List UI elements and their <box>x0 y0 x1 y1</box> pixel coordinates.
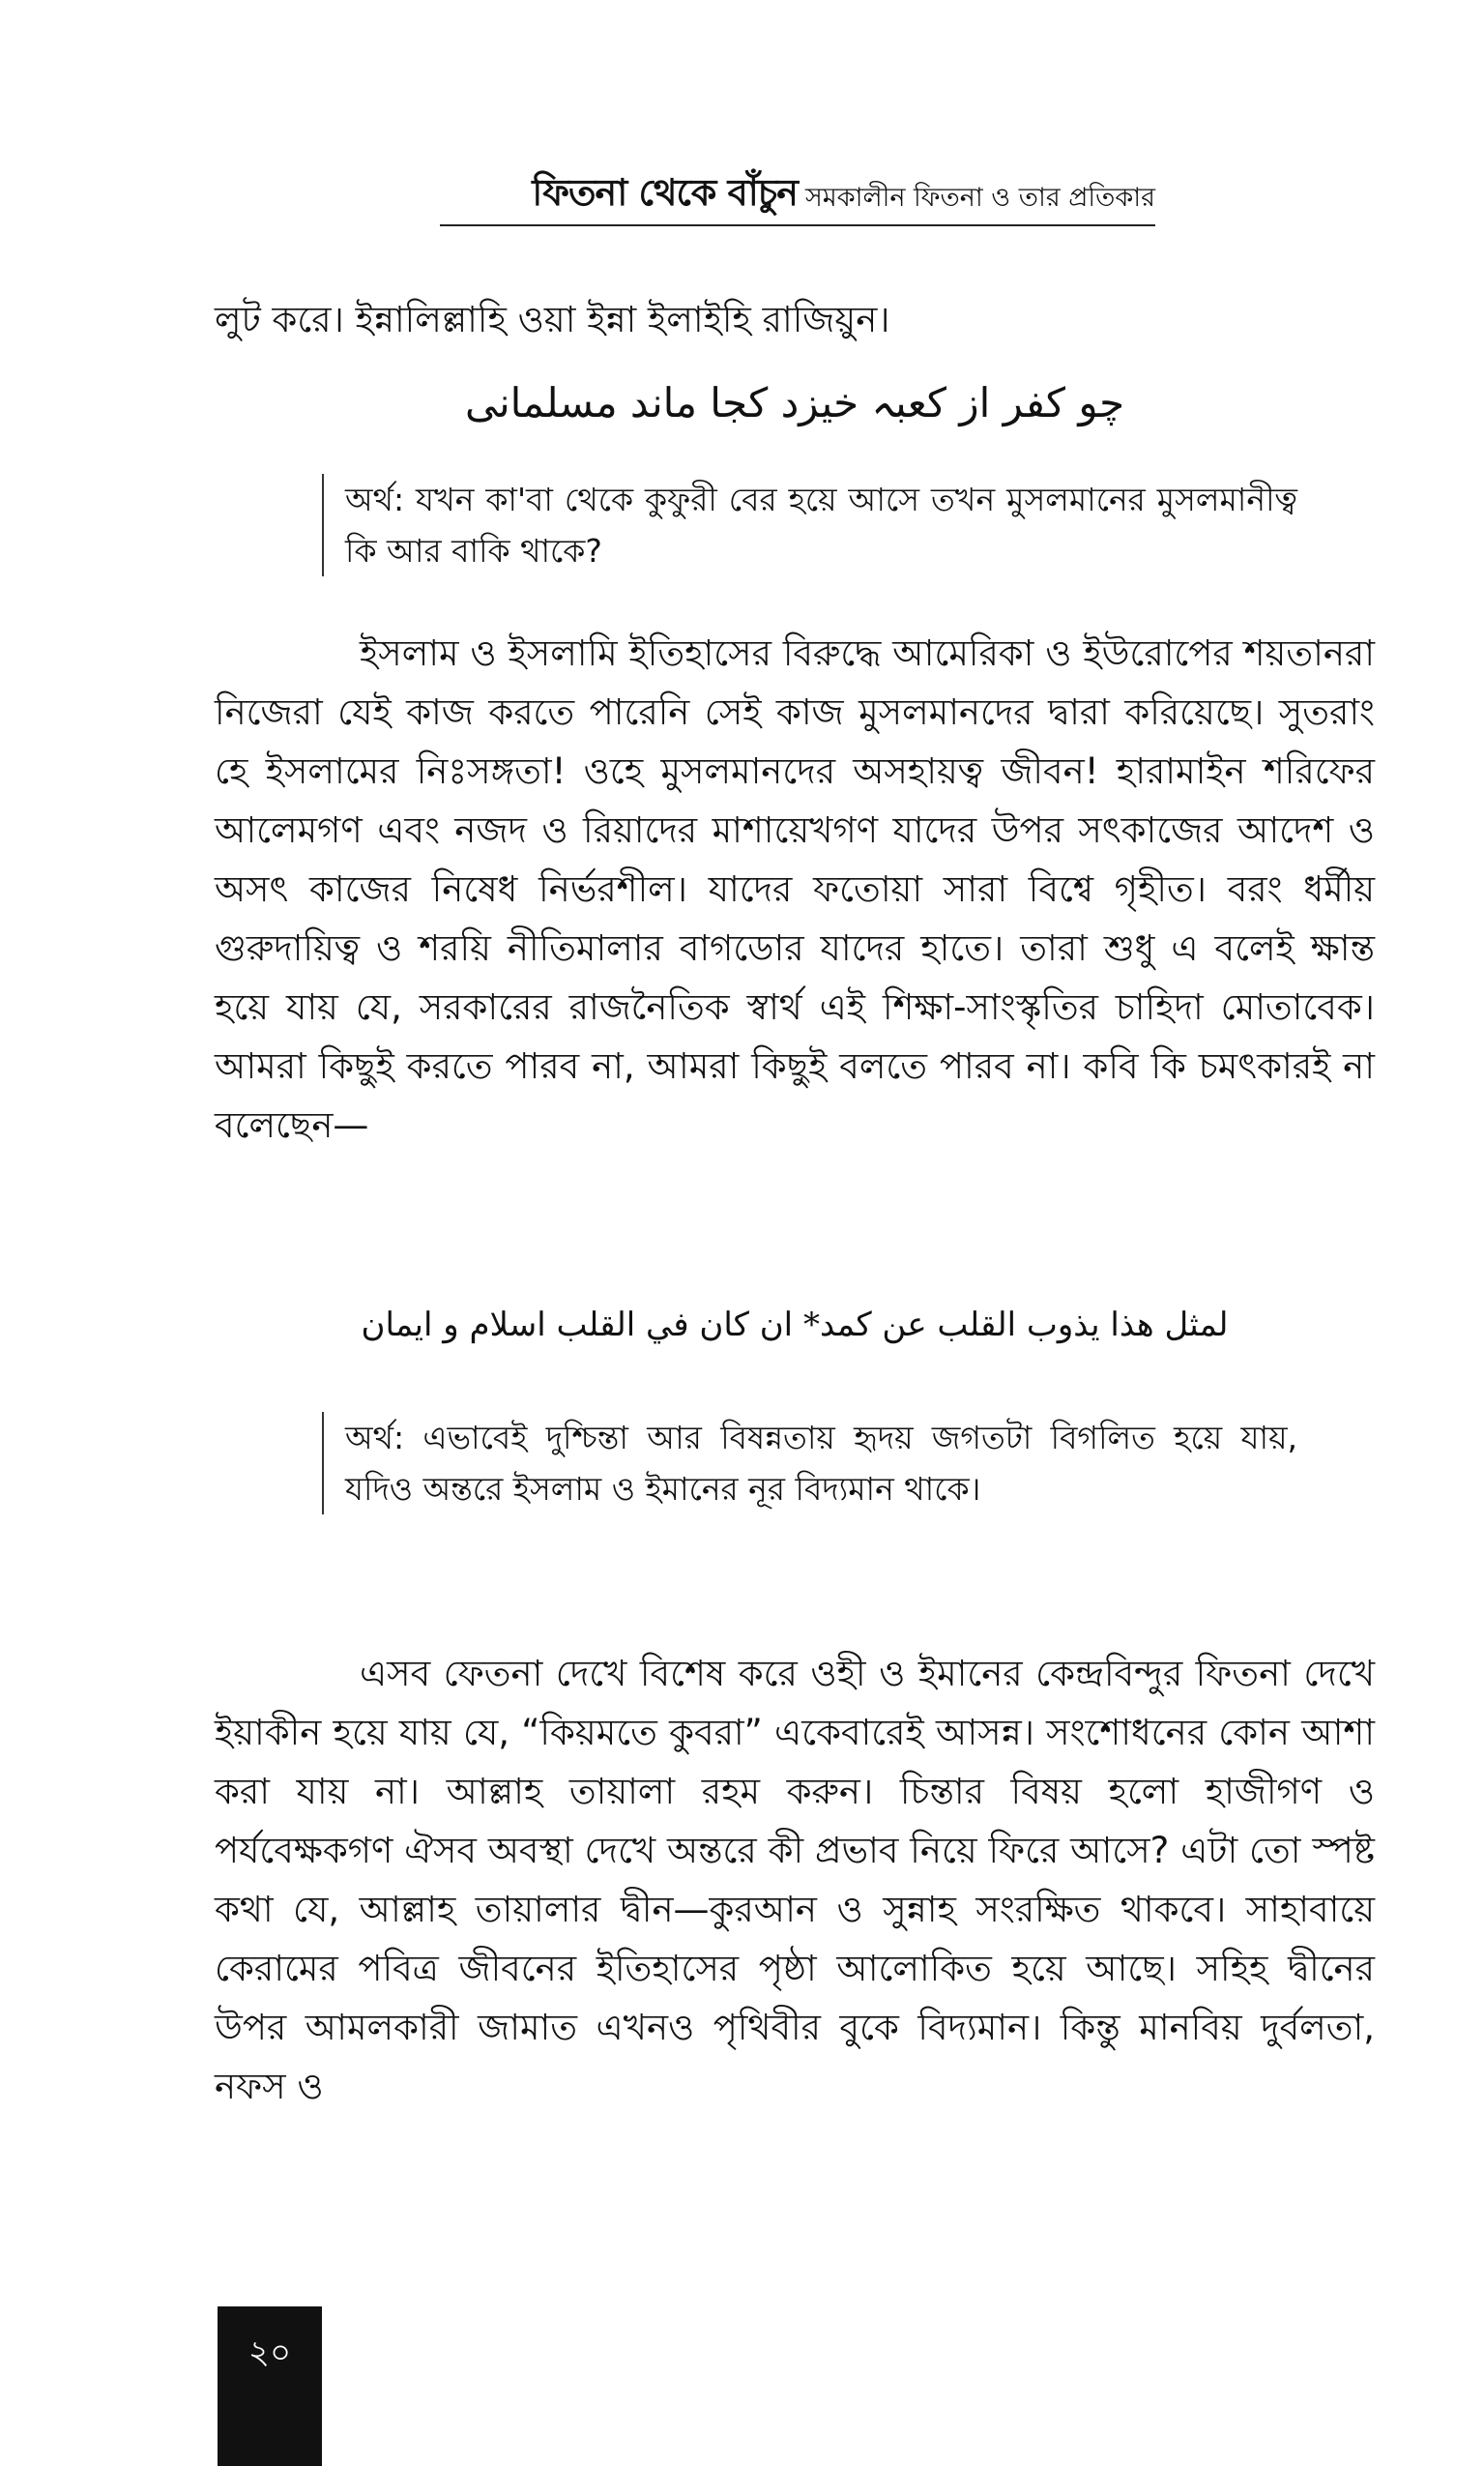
running-header <box>440 171 1155 226</box>
quote-translation-2: অর্থ: এভাবেই দুশ্চিন্তা আর বিষন্নতায় হৃদয় জগতটা বিগলিত হয়ে যায়, যদিও অন্তরে ইসলাম ও ইমানের নূর বিদ্যমান থাকে। <box>322 1412 1297 1514</box>
paragraph-1: ইসলাম ও ইসলামি ইতিহাসের বিরুদ্ধে আমেরিকা ও ইউরোপের শয়তানরা নিজেরা যেই কাজ করতে পারেনি সেই কাজ মুসলমানদের দ্বারা করিয়েছে। সুতরাং হে ইসলামের নিঃসঙ্গতা! ওহে মুসলমানদের অসহায়ত্ব জীবন! হারামাইন শরিফের আলেমগণ এবং নজদ ও রিয়াদের মাশায়েখগণ যাদের উপর সৎকাজের আদেশ ও অসৎ কাজের নিষেধ নির্ভরশীল। যাদের ফতোয়া সারা বিশ্বে গৃহীত। বরং ধর্মীয় গুরুদায়িত্ব ও শরয়ি নীতিমালার বাগডোর যাদের হাতে। তারা শুধু এ বলেই ক্ষান্ত হয়ে যায় যে, সরকারের রাজনৈতিক স্বার্থ এই শিক্ষা-সাংস্কৃতির চাহিদা মোতাবেক। আমরা কিছুই করতে পারব না, আমরা কিছুই বলতে পারব না। কবি কি চমৎকারই না বলেছেন— <box>215 632 1375 1146</box>
quote-translation-1: অর্থ: যখন কা'বা থেকে কুফুরী বের হয়ে আসে তখন মুসলমানের মুসলমানীত্ব কি আর বাকি থাকে? <box>322 474 1297 576</box>
paragraph-2: এসব ফেতনা দেখে বিশেষ করে ওহী ও ইমানের কেন্দ্রবিন্দুর ফিতনা দেখে ইয়াকীন হয়ে যায় যে, “কিয়মতে কুবরা” একেবারেই আসন্ন। সংশোধনের কোন আশা করা যায় না। আল্লাহ তায়ালা রহম করুন। চিন্তার বিষয় হলো হাজীগণ ও পর্যবেক্ষকগণ ঐসব অবস্থা দেখে অন্তরে কী প্রভাব নিয়ে ফিরে আসে? এটা তো স্পষ্ট কথা যে, আল্লাহ তায়ালার দ্বীন—কুরআন ও সুন্নাহ সংরক্ষিত থাকবে। সাহাবায়ে কেরামের পবিত্র জীবনের ইতিহাসের পৃষ্ঠা আলোকিত হয়ে আছে। সহিহ দ্বীনের উপর আমলকারী জামাত এখনও পৃথিবীর বুকে বিদ্যমান। কিন্তু মানবিয় দুর্বলতা, নফস ও <box>215 1653 1375 2107</box>
arabic-verse: لمثل هذا يذوب القلب عن كمد* ان كان في القلب اسلام و ايمان <box>361 1306 1229 1344</box>
book-title: ফিতনা থেকে বাঁচুন <box>532 171 798 214</box>
text-line-1 <box>215 290 1375 349</box>
opening-line: লুট করে। ইন্নালিল্লাহি ওয়া ইন্না ইলাইহি রাজিয়ুন। <box>215 299 890 340</box>
page-number: ২০ <box>247 2334 292 2372</box>
persian-verse: چو کفر از کعبہ خیزد کجا ماند مسلمانی <box>464 379 1125 426</box>
body-block-2 <box>215 1644 1375 2116</box>
body-block-1 <box>215 624 1375 1155</box>
book-subtitle: সমকালীন ফিতনা ও তার প্রতিকার <box>804 183 1155 213</box>
page-number-tab <box>218 2306 322 2466</box>
